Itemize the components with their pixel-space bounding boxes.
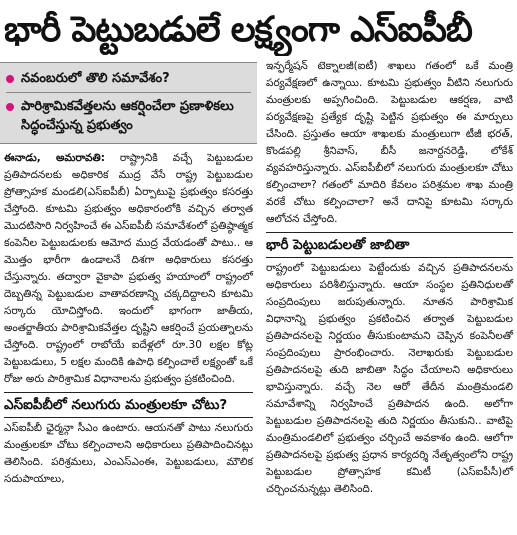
- highlight-divider: [6, 92, 251, 93]
- highlight-text: నవంబరులో తొలి సమావేశం?: [21, 71, 170, 86]
- article-body-left-2: [4, 420, 253, 488]
- highlight-item: [6, 69, 251, 88]
- article-headline: భారీ పెట్టుబడులే లక్ష్యంగా ఎస్ఐపీబీ: [4, 10, 472, 50]
- dateline: ఈనాడు, అమరావతి:: [4, 152, 105, 164]
- paragraph-text: రాష్ట్రానికి వచ్చే పెట్టుబడుల ప్రతిపాదనలకు అధికారిక ముద్ర వేసే రాష్ట్ర పెట్టుబడుల ప్రోత్సాహక మండలి(ఎస్ఐపీబీ) ఏర్పాటుపై ప్రభుత్వం కసరత్తు చేస్తోంది. కూటమి ప్రభుత్వం అధికారంలోకి వచ్చిన తర్వాత మొదటిసారి నిర్వహించే ఈ ఎస్ఐపీబీ సమావేశంలో ప్రతిష్ఠాత్మక కంపెనీల పెట్టుబడులకు ఆమోద ముద్ర వేయడంతో పాటు.. ఆ మొత్తం భారీగా ఉండాలనే దిశగా అధికారులు కసరత్తు చేస్తున్నారు. తద్వారా వైకాపా ప్రభుత్వ హయాంలో రాష్ట్రంలో దెబ్బతిన్న పెట్టుబడుల వాతావరణాన్ని చక్కదిద్దాలని కూటమి సర్కారు యోచిస్తోంది. ఇందులో భాగంగా జాతీయ, అంతర్జాతీయ పారిశ్రామికవేత్తల దృష్టిని ఆకర్షించే ప్రయత్నాలను చేస్తోంది. రాష్ట్రంలో రాబోయే ఐదేళ్లలో రూ.30 లక్షల కోట్ల పెట్టుబడులు, 5 లక్షల మందికి ఉపాధి కల్పించాలే లక్ష్యంతో ఒకే రోజు అరు పారిశ్రామిక విధానాలను ప్రభుత్వం ప్రకటించింది.: [4, 152, 254, 385]
- highlights-box: [0, 62, 257, 144]
- article-body-right: [266, 58, 513, 228]
- paragraph-text: ఎస్ఐపీబీ ఛైర్మన్గా సీఎం ఉంటారు. ఆయనతో పాటు నలుగురు మంత్రులకూ చోటు కల్పించాలని అధికారులు ప్రతిపాదించినట్లు తెలిసింది. పరిశ్రమలు, ఎంఎస్ఎంఈ, పెట్టుబడులు, మౌలిక సదుపాయాలు,: [4, 422, 253, 485]
- paragraph-text: ఇన్ఫర్మేషన్ టెక్నాలజీ(ఐటీ) శాఖలు గతంలో ఒకే మంత్రి పర్యవేక్షణలో ఉన్నాయి. కూటమి ప్రభుత్వం వీటిని నలుగురు మంత్రులకు అప్పగించింది. పెట్టుబడుల ఆకర్షణ, వాటి పర్యవేక్షణపై ప్రత్యేక దృష్టి పెట్టిన ప్రభుత్వం ఈ మార్పులు చేసింది. ప్రస్తుతం ఆయా శాఖలకు మంత్రులుగా టీజీ భరత్, కొండపల్లి శ్రీనివాస్, బీసీ జనార్దనరెడ్డి, లోకేశ్ వ్యవహరిస్తున్నారు. ఎస్ఐపీబీలో నలుగురు మంత్రులకూ చోటు కల్పించాలా? గతంలో మాదిరి కేవలం పరిశ్రమల శాఖ మంత్రి వరకే చోటు కల్పించాలా? అనే దానిపై కూటమి సర్కారు ఆలోచన చేస్తోంది.: [266, 60, 513, 225]
- article-body-right-2: [266, 260, 513, 498]
- bullet-dot-icon: [6, 103, 14, 111]
- article-body-left: [4, 150, 253, 388]
- bullet-dot-icon: [6, 75, 14, 83]
- section-subhead: ఎస్ఐపీబీలో నలుగురు మంత్రులకూ చోటు?: [4, 392, 253, 418]
- right-column: [262, 58, 517, 535]
- section-subhead: భారీ పెట్టుబడులతో జాబితా: [266, 232, 513, 258]
- highlight-text: పారిశ్రామికవేత్తలను ఆకర్షించేలా ప్రణాళికలు సిద్ధంచేస్తున్న ప్రభుత్వం: [21, 99, 234, 133]
- left-column: [0, 58, 257, 535]
- highlight-item: [6, 97, 251, 135]
- paragraph-text: రాష్ట్రంలో పెట్టుబడులు పెట్టేందుకు వచ్చిన ప్రతిపాదనలను అధికారులు పరిశీలిస్తున్నారు. ఆయా సంస్థల ప్రతినిధులతో సంప్రదింపులు జరుపుతున్నారు. నూతన పారిశ్రామిక విధానాన్ని ప్రభుత్వం ప్రకటించిన తర్వాత పెట్టుబడుల ప్రతిపాదనలపై నిర్ణయం తీసుకుంటామని చెప్పిన కంపెనీలతో సంప్రదింపులు ప్రారంభించారు. నెలాఖరుకు పెట్టుబడుల ప్రతిపాదనలపై తుది జాబితా సిద్ధం చేయాలని అధికారులు భావిస్తున్నారు. వచ్చే నెల ఆరో తేదీన మంత్రిమండలి సమావేశాన్ని నిర్వహించే ప్రతిపాదన ఉంది. అలోగా పెట్టుబడుల ప్రతిపాదనలపై తుది నిర్ణయం తీసుకుని.. వాటిపై మంత్రిమండలిలో ప్రభుత్వం చర్చించే అవకాశం ఉంది. ఆలోగా ప్రతిపాదనలపై ప్రభుత్వ ప్రధాన కార్యదర్శి నేతృత్వంలోని రాష్ట్ర పెట్టుబడుల ప్రోత్సాహక కమిటీ (ఎస్ఐపీసీ)లో చర్చించనున్నట్లు తెలిసింది.: [266, 262, 513, 495]
